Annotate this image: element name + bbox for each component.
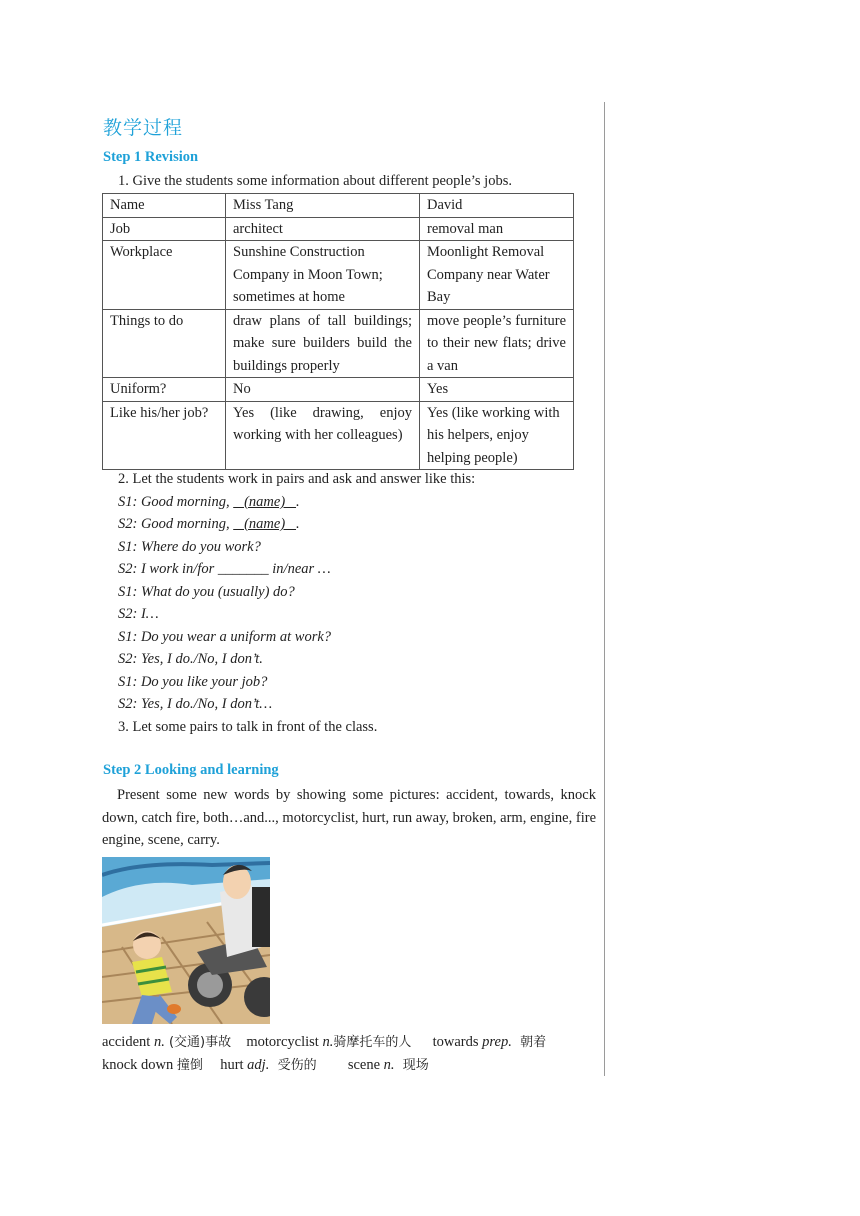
vocab-word: scene (347, 1057, 384, 1073)
vocab-word: towards (432, 1034, 483, 1050)
dialogue-line: S2: I… (118, 606, 159, 622)
step1-title: Step 1 Revision (103, 149, 199, 165)
vocab-pos: adj. (247, 1057, 270, 1073)
dialogue-text: . (296, 516, 300, 532)
vocab-pos: n. (322, 1034, 334, 1050)
table-cell: Like his/her job? (103, 401, 226, 470)
jobs-table (102, 193, 574, 470)
table-row (103, 217, 574, 241)
dialogue-line: S1: Where do you work? (118, 539, 261, 555)
table-cell: Yes (like working with his helpers, enjoy helping people) (420, 401, 574, 470)
table-cell: architect (226, 217, 420, 241)
dialogue-text: . (296, 494, 300, 510)
table-row (103, 309, 574, 378)
dialogue-line: S2: Yes, I do./No, I don’t. (118, 651, 263, 667)
margin-rule (604, 102, 605, 1076)
dialogue-line: S2: I work in/for _______ in/near … (118, 561, 331, 577)
dialogue-text: S2: Good morning, (118, 516, 234, 532)
dialogue-line: S2: Yes, I do./No, I don’t… (118, 696, 273, 712)
table-cell: Workplace (103, 241, 226, 310)
vocab-pos: n. (153, 1034, 165, 1050)
table-cell: David (420, 194, 574, 218)
vocab-word: hurt (220, 1057, 248, 1073)
table-cell: draw plans of tall buildings; make sure builders build the buildings properly (226, 309, 420, 378)
table-header-row (103, 194, 574, 218)
step1-item2: 2. Let the students work in pairs and ask and answer like this: (118, 471, 476, 487)
dialogue-line (118, 513, 300, 536)
vocab-meaning: 现场 (394, 1058, 429, 1073)
vocab-word: knock down (102, 1057, 177, 1073)
step2-title: Step 2 Looking and learning (103, 762, 279, 778)
table-cell: Miss Tang (226, 194, 420, 218)
table-cell: Moonlight Removal Company near Water Bay (420, 241, 574, 310)
step2-paragraph: Present some new words by showing some pictures: accident, towards, knock down, catch fire, both…and..., motorcyclist, hurt, run away, broken, arm, engine, fire engine, scene, carry. (102, 787, 596, 848)
step1-intro: 1. Give the students some information about different people’s jobs. (118, 173, 512, 189)
vocab-line (102, 1054, 429, 1078)
vocab-word: motorcyclist (246, 1034, 323, 1050)
table-cell: Yes (like drawing, enjoy working with her colleagues) (226, 401, 420, 470)
section-heading: 教学过程 (103, 117, 184, 139)
vocab-meaning: 受伤的 (269, 1058, 317, 1073)
dialogue-text: S1: Good morning, (118, 494, 234, 510)
accident-illustration (102, 857, 270, 1024)
table-cell: removal man (420, 217, 574, 241)
vocab-meaning: 骑摩托车的人 (333, 1035, 412, 1050)
table-row (103, 378, 574, 402)
vocab-meaning: 朝着 (511, 1035, 547, 1050)
dialogue-line: S1: Do you wear a uniform at work? (118, 629, 332, 645)
vocab-meaning: 撞倒 (176, 1058, 203, 1073)
table-cell: Sunshine Construction Company in Moon Town; sometimes at home (226, 241, 420, 310)
table-row (103, 401, 574, 470)
dialogue-line: S1: What do you (usually) do? (118, 584, 295, 600)
vocab-meaning: (交通)事故 (164, 1035, 232, 1050)
vocab-line (102, 1031, 546, 1055)
table-cell: No (226, 378, 420, 402)
table-cell: Job (103, 217, 226, 241)
table-cell: Uniform? (103, 378, 226, 402)
dialogue-line: S1: Do you like your job? (118, 674, 268, 690)
table-cell: Name (103, 194, 226, 218)
table-row (103, 241, 574, 310)
step1-item3: 3. Let some pairs to talk in front of the class. (118, 719, 378, 735)
vocab-pos: prep. (482, 1034, 512, 1050)
table-cell: move people’s furniture to their new flats; drive a van (420, 309, 574, 378)
table-cell: Yes (420, 378, 574, 402)
dialogue-blank: (name) (233, 516, 297, 532)
vocab-word: accident (102, 1034, 154, 1050)
vocab-pos: n. (383, 1057, 395, 1073)
dialogue-line (118, 491, 300, 514)
dialogue-blank: (name) (233, 494, 297, 510)
table-cell: Things to do (103, 309, 226, 378)
